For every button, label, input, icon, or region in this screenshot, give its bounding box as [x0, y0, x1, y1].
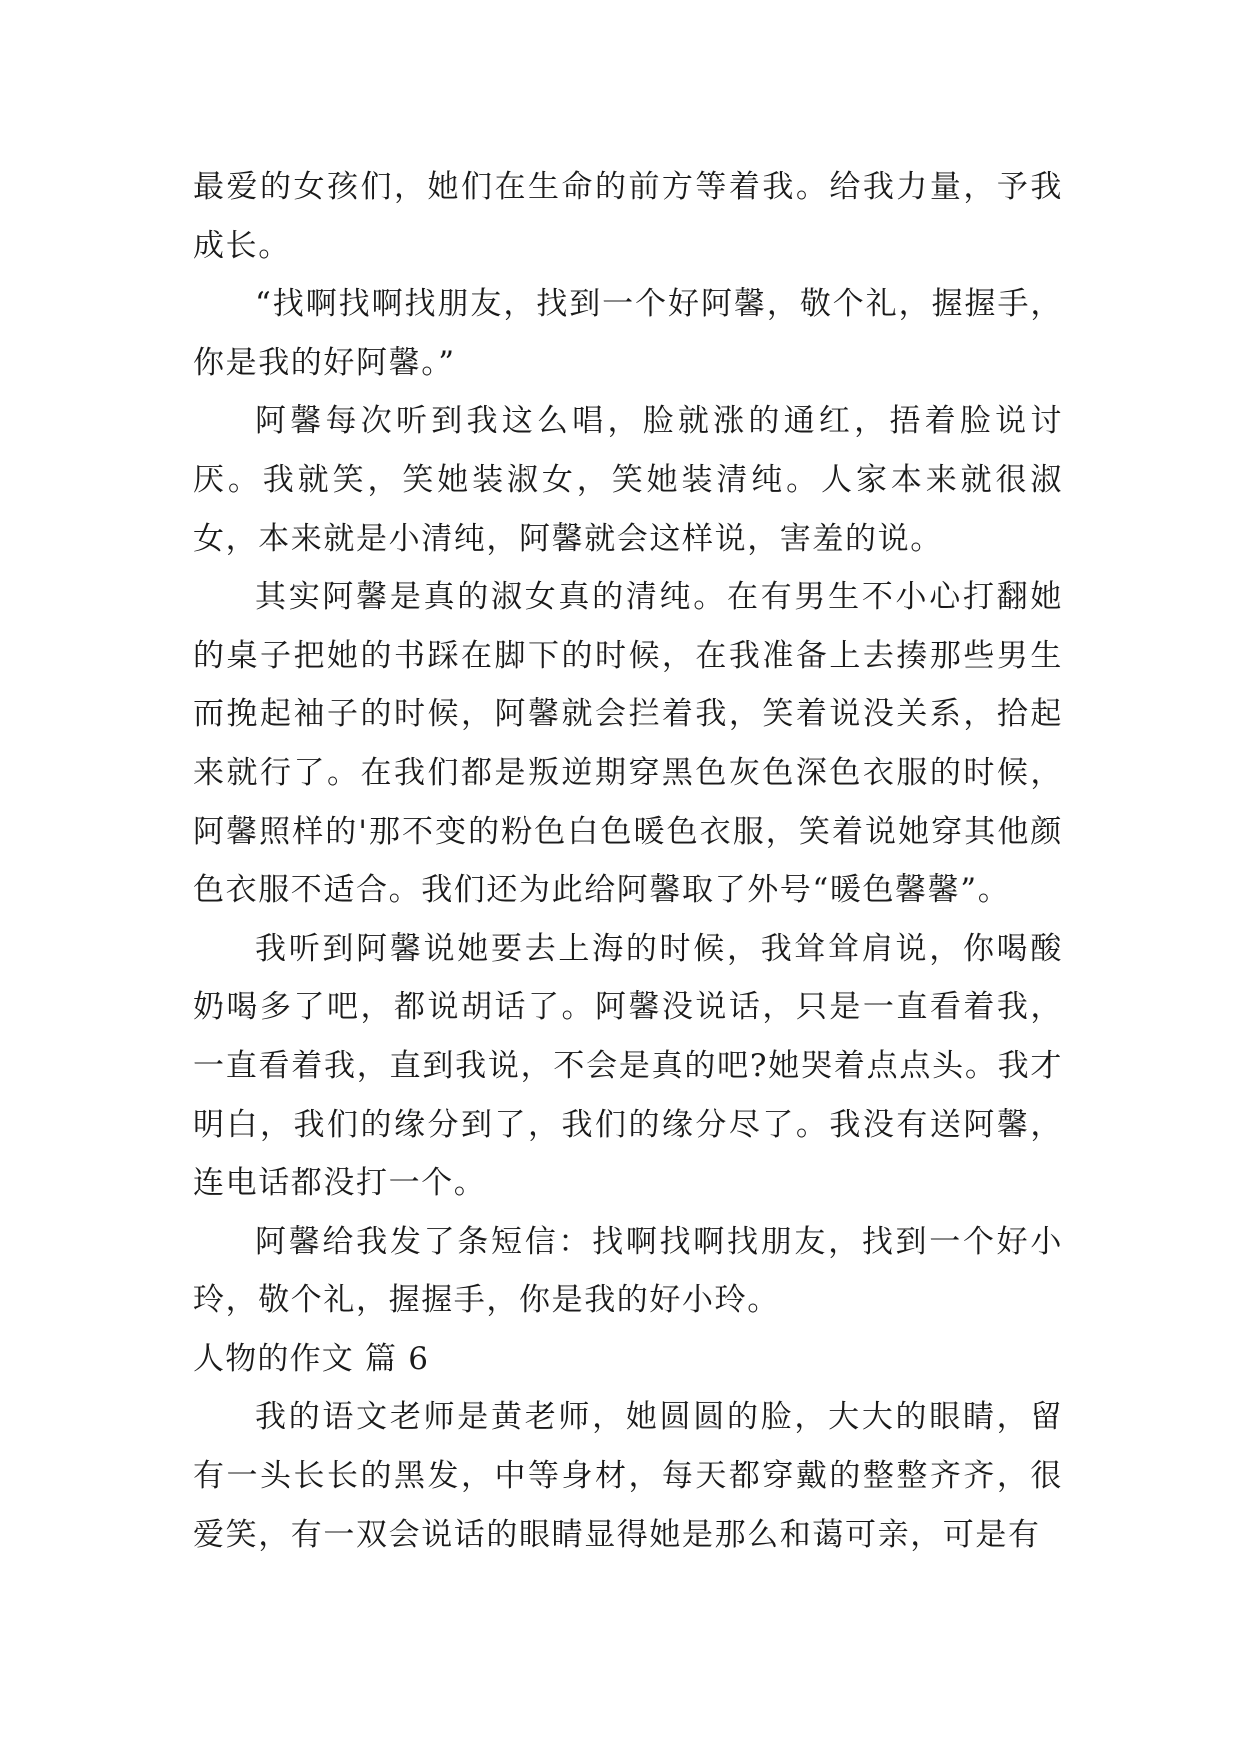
paragraph-5: 我听到阿馨说她要去上海的时候，我耸耸肩说，你喝酸奶喝多了吧，都说胡话了。阿馨没说话，只是一直看着我，一直看着我，直到我说，不会是真的吧?她哭着点点头。我才明白，我们的缘分到了，我们的缘分尽了。我没有送阿馨，连电话都没打一个。 [193, 930, 1063, 1202]
paragraph-3: 阿馨每次听到我这么唱，脸就涨的通红，捂着脸说讨厌。我就笑，笑她装淑女，笑她装清纯。人家本来就很淑女，本来就是小清纯，阿馨就会这样说，害羞的说。 [193, 403, 1063, 557]
section-paragraph-1: 我的语文老师是黄老师，她圆圆的脸，大大的眼睛，留有一头长长的黑发，中等身材，每天都穿戴的整整齐齐，很爱笑，有一双会说话的眼睛显得她是那么和蔼可亲，可是有 [193, 1399, 1063, 1553]
document-page [193, 158, 1063, 1564]
paragraph-2: “找啊找啊找朋友，找到一个好阿馨，敬个礼，握握手，你是我的好阿馨。” [193, 286, 1063, 381]
paragraph-6: 阿馨给我发了条短信：找啊找啊找朋友，找到一个好小玲，敬个礼，握握手，你是我的好小玲。 [193, 1223, 1063, 1319]
section-heading: 人物的作文 篇 6 [193, 1340, 430, 1377]
paragraph-4: 其实阿馨是真的淑女真的清纯。在有男生不小心打翻她的桌子把她的书踩在脚下的时候，在我准备上去揍那些男生而挽起袖子的时候，阿馨就会拦着我，笑着说没关系，拾起来就行了。在我们都是叛逆期穿黑色灰色深色衣服的时候，阿馨照样的'那不变的粉色白色暖色衣服，笑着说她穿其他颜色衣服不适合。我们还为此给阿馨取了外号“暖色馨馨”。 [193, 579, 1063, 909]
paragraph-1: 最爱的女孩们，她们在生命的前方等着我。给我力量，予我成长。 [193, 169, 1063, 264]
